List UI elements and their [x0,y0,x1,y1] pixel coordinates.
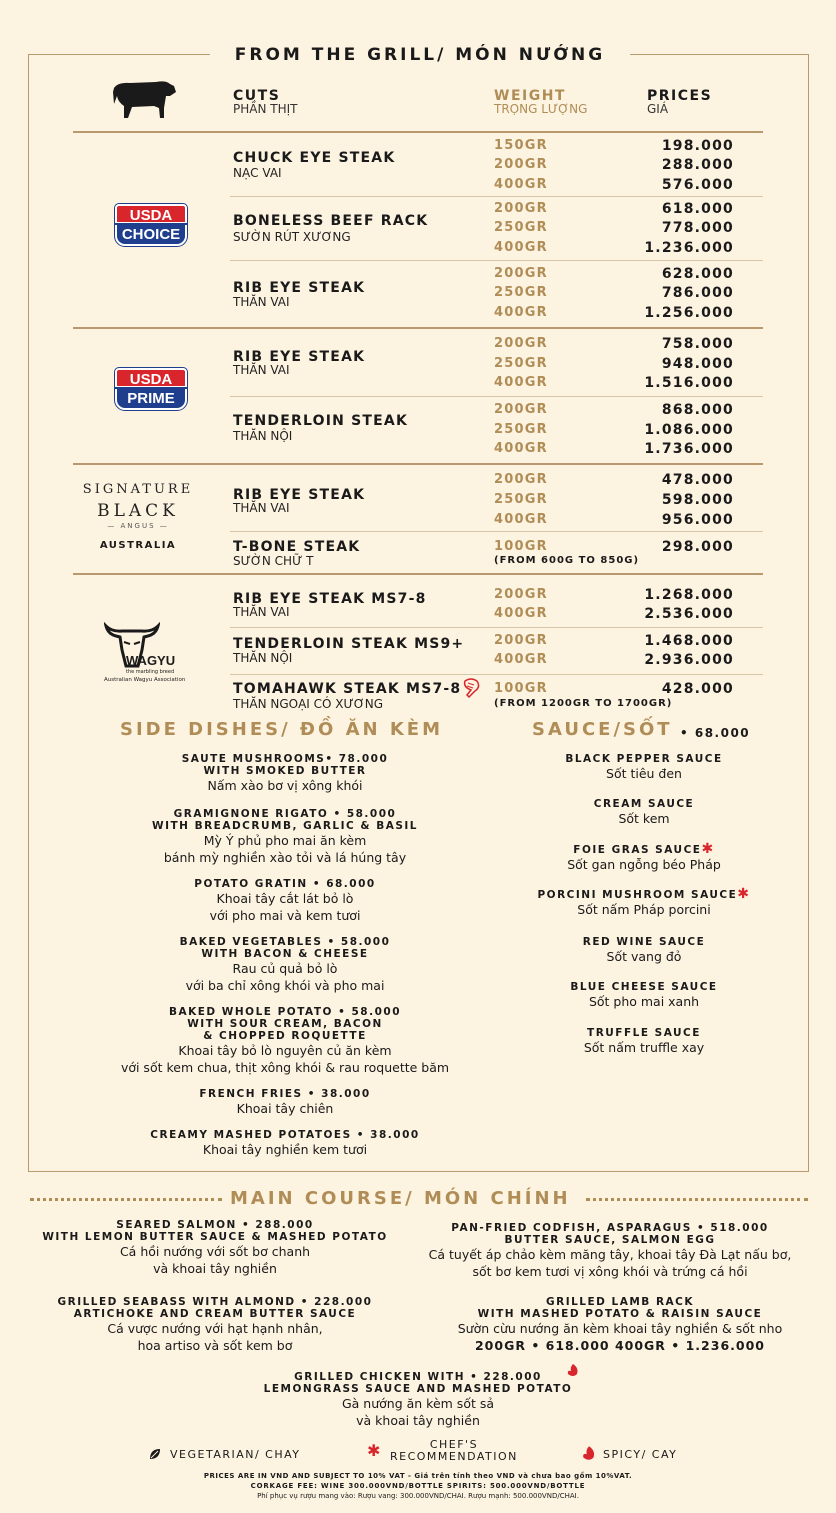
sauce-item-name: CREAM SAUCE [593,798,695,810]
price-value: 778.000 [661,220,734,236]
usda-prime-badge [115,368,187,410]
sauce-item-desc: Sốt pho mai xanh [588,994,700,1009]
weight-label-vi: TRỌNG LƯỢNG [494,102,588,116]
row-divider [230,674,763,675]
weight-value: 400GR [494,652,548,667]
sig-line-4: AUSTRALIA [99,540,177,551]
row-divider [230,196,763,197]
weight-value: 250GR [494,220,548,235]
grill-item-name: TENDERLOIN STEAK [233,413,408,429]
main-item-name-2: LEMONGRASS SAUCE AND MASHED POTATO [263,1383,573,1395]
sauce-item-name: RED WINE SAUCE [582,936,706,948]
sauce-item-desc: Sốt vang đỏ [606,949,682,964]
row-divider [230,260,763,261]
side-item-desc: Rau củ quả bỏ lò [232,961,338,976]
grill-item-name: TOMAHAWK STEAK MS7-8 [233,681,462,697]
steak-icon [461,677,481,699]
main-item-name: PAN-FRIED CODFISH, ASPARAGUS • 518.000 [451,1222,769,1234]
cuts-label: CUTS [233,88,281,104]
weight-value: 400GR [494,606,548,621]
price-value: 628.000 [661,266,734,282]
weight-value: 250GR [494,285,548,300]
side-item [60,1088,510,1117]
side-item [60,1006,510,1076]
main-item-desc-2: hoa artiso và sốt kem bơ [137,1338,293,1353]
main-item [220,1371,616,1429]
chef-star-icon: ✱ [367,1441,381,1460]
price-value: 576.000 [661,177,734,193]
grill-item-sub: THĂN VAI [233,363,290,377]
weight-value: 200GR [494,587,548,602]
weight-value: 200GR [494,201,548,216]
main-item [20,1296,410,1354]
leaf-icon [148,1447,162,1461]
chef-legend-line-2: RECOMMENDATION [390,1450,518,1463]
chef-star-icon: ✱ [701,841,715,857]
weight-value: 200GR [494,266,548,281]
side-item-name-2: WITH SOUR CREAM, BACON [187,1018,383,1030]
grill-item-name: RIB EYE STEAK MS7-8 [233,591,427,607]
side-item-desc-2: với sốt kem chua, thịt xông khói & rau roquette băm [120,1060,450,1075]
grill-title: FROM THE GRILL/ MÓN NƯỚNG [210,42,630,68]
sauce-item-name: TRUFFLE SAUCE [587,1027,701,1039]
spicy-legend: SPICY/ CAY [603,1448,678,1461]
price-value: 478.000 [661,472,734,488]
choice-label: CHOICE [115,224,187,246]
dotted-rule-left [30,1198,222,1202]
main-item-desc: Cá tuyết áp chảo kèm măng tây, khoai tây Đà Lạt nấu bơ, [428,1247,792,1262]
price-value: 948.000 [661,356,734,372]
sauce-title: SAUCE/SỐT [532,719,673,740]
side-item [60,878,510,924]
grill-item-sub: THĂN NỘI [233,651,293,665]
weight-note: (FROM 1200GR TO 1700GR) [494,698,673,709]
separator [73,463,763,465]
separator [73,573,763,575]
main-item-name-2: ARTICHOKE AND CREAM BUTTER SAUCE [73,1308,357,1320]
price-value: 868.000 [661,402,734,418]
main-item-name: SEARED SALMON • 288.000 [116,1219,314,1231]
main-item [400,1222,820,1280]
side-item-name: FRENCH FRIES • 38.000 [199,1088,371,1100]
weight-value: 200GR [494,472,548,487]
main-item-name-2: BUTTER SAUCE, SALMON EGG [504,1234,716,1246]
sauce-item [524,843,764,873]
main-item-name-2: WITH MASHED POTATO & RAISIN SAUCE [477,1308,763,1320]
weight-value: 150GR [494,138,548,153]
dotted-rule-right [586,1198,808,1202]
main-course-title: MAIN COURSE/ MÓN CHÍNH [230,1188,571,1209]
side-item [60,753,510,794]
cow-icon [108,74,178,122]
side-item-name-2: WITH SMOKED BUTTER [203,765,367,777]
side-item-desc: Nấm xào bơ vị xông khói [207,778,363,793]
spicy-icon [580,1444,598,1462]
grill-item-sub: THĂN VAI [233,501,290,515]
side-item-name: GRAMIGNONE RIGATO • 58.000 [173,808,397,820]
price-value: 428.000 [661,681,734,697]
weight-value: 400GR [494,240,548,255]
side-dishes-title: SIDE DISHES/ ĐỒ ĂN KÈM [120,719,444,740]
usda-choice-badge [115,204,187,246]
side-item-desc: Khoai tây bỏ lò nguyên củ ăn kèm [178,1043,392,1058]
price-value: 1.086.000 [644,422,734,438]
main-item-name: GRILLED SEABASS WITH ALMOND • 228.000 [57,1296,373,1308]
wagyu-assoc: Australian Wagyu Association [104,677,186,683]
sauce-item-desc: Sốt gan ngỗng béo Pháp [567,857,721,872]
sauce-item [524,753,764,782]
sauce-item-name: FOIE GRAS SAUCE [573,844,702,856]
price-value: 618.000 [661,201,734,217]
main-item [410,1296,830,1354]
sauce-item-desc: Sốt tiêu đen [606,766,682,781]
price-value: 288.000 [661,157,734,173]
wagyu-sub: the marbling breed [126,669,175,675]
main-item-name-2: WITH LEMON BUTTER SAUCE & MASHED POTATO [42,1231,388,1243]
price-value: 2.536.000 [644,606,734,622]
price-value: 1.236.000 [644,240,734,256]
price-value: 2.936.000 [644,652,734,668]
weight-note: (FROM 600G TO 850G) [494,555,640,566]
sauce-item-name: PORCINI MUSHROOM SAUCE [537,889,738,901]
cuts-header [233,88,297,116]
grill-item-sub: THĂN NGOẠI CÓ XƯƠNG [233,697,384,711]
spicy-icon [565,1362,581,1378]
side-item-desc-2: với pho mai và kem tươi [209,908,361,923]
weight-value: 100GR [494,539,548,554]
chef-recommendation-legend [390,1439,518,1463]
price-value: 956.000 [661,512,734,528]
grill-item-sub: SƯỜN CHỮ T [233,554,314,568]
weight-value: 400GR [494,512,548,527]
main-item-desc: Gà nướng ăn kèm sốt sả [341,1396,495,1411]
usda-label: USDA [115,368,187,388]
side-item-desc-2: bánh mỳ nghiền xào tỏi và lá húng tây [163,850,407,865]
main-item [20,1219,410,1277]
price-value: 758.000 [661,336,734,352]
weight-value: 400GR [494,177,548,192]
sauce-item-desc: Sốt nấm truffle xay [583,1040,705,1055]
price-value: 298.000 [661,539,734,555]
separator [73,327,763,329]
side-item [60,808,510,866]
grill-item-sub: NẠC VAI [233,166,282,180]
main-item-desc-2: và khoai tây nghiền [356,1413,480,1428]
price-value: 198.000 [661,138,734,154]
grill-item-sub: THĂN NỘI [233,429,293,443]
weight-value: 200GR [494,157,548,172]
wagyu-title: WAGYU [126,653,176,668]
weight-label: WEIGHT [494,88,566,104]
row-divider [230,531,763,532]
grill-item-sub: THĂN VAI [233,295,290,309]
row-divider [230,396,763,397]
sig-line-1: SIGNATURE [82,482,194,497]
grill-item-name: RIB EYE STEAK [233,487,366,503]
weight-value: 200GR [494,402,548,417]
grill-item-sub: THĂN VAI [233,605,290,619]
side-item-desc: Khoai tây nghiền kem tươi [202,1142,368,1157]
side-item-desc-2: với ba chỉ xông khói và pho mai [185,978,385,993]
sauce-item [524,888,764,918]
main-item-desc: Cá hồi nướng với sốt bơ chanh [119,1244,311,1259]
side-item [60,936,510,994]
row-divider [230,627,763,628]
sauce-item-name: BLACK PEPPER SAUCE [565,753,723,765]
sauce-item [524,936,764,965]
sauce-price: • 68.000 [680,726,751,740]
weight-value: 400GR [494,375,548,390]
price-value: 786.000 [661,285,734,301]
grill-item-name: CHUCK EYE STEAK [233,150,396,166]
side-item-desc: Khoai tây cắt lát bỏ lò [216,891,354,906]
weight-value: 250GR [494,356,548,371]
price-value: 1.256.000 [644,305,734,321]
main-item-price-line: 200GR • 618.000 400GR • 1.236.000 [474,1338,765,1353]
side-item-name: BAKED WHOLE POTATO • 58.000 [168,1006,402,1018]
grill-item-name: BONELESS BEEF RACK [233,213,429,229]
side-item-name-3: & CHOPPED ROQUETTE [203,1030,367,1042]
weight-value: 200GR [494,633,548,648]
grill-item-name: RIB EYE STEAK [233,349,366,365]
price-value: 1.516.000 [644,375,734,391]
usda-label: USDA [115,204,187,224]
weight-value: 250GR [494,492,548,507]
weight-value: 400GR [494,305,548,320]
main-item-name: GRILLED LAMB RACK [545,1296,694,1308]
main-item-desc: Sườn cừu nướng ăn kèm khoai tây nghiền & sốt nho [457,1321,783,1336]
sauce-item-name: BLUE CHEESE SAUCE [570,981,718,993]
weight-value: 200GR [494,336,548,351]
vegetarian-legend: VEGETARIAN/ CHAY [170,1448,301,1461]
sig-line-2: BLACK [97,501,179,521]
price-value: 1.468.000 [644,633,734,649]
weight-value: 400GR [494,441,548,456]
grill-item-sub: SƯỜN RÚT XƯƠNG [233,230,351,244]
side-item-desc: Mỳ Ý phủ pho mai ăn kèm [203,833,367,848]
prices-label-vi: GIÁ [647,102,669,116]
grill-item-name: RIB EYE STEAK [233,280,366,296]
side-item-name-2: WITH BACON & CHEESE [201,948,369,960]
grill-item-name: T-BONE STEAK [233,539,361,555]
chef-legend-line-1: CHEF'S [429,1438,479,1451]
side-item-name: SAUTE MUSHROOMS• 78.000 [181,753,389,765]
sauce-item-desc: Sốt kem [618,811,670,826]
sauce-item [524,798,764,827]
side-item-name: CREAMY MASHED POTATOES • 38.000 [150,1129,420,1141]
weight-value: 250GR [494,422,548,437]
prices-label: PRICES [647,88,713,104]
footer-corkage: CORKAGE FEE: WINE 300.000VND/BOTTLE SPIRITS: 500.000VND/BOTTLE [250,1482,586,1490]
main-item-desc-2: và khoai tây nghiền [153,1261,277,1276]
footer-corkage-vi: Phí phục vụ rượu mang vào: Rượu vang: 300.000VND/CHAI. Rượu mạnh: 500.000VND/CHAI. [257,1492,579,1500]
price-value: 598.000 [661,492,734,508]
sauce-item-desc: Sốt nấm Pháp porcini [577,902,711,917]
footer-vat: PRICES ARE IN VND AND SUBJECT TO 10% VAT - Giá trên tính theo VND và chưa bao gồm 10%VAT. [203,1472,633,1480]
signature-black-logo [76,482,200,551]
side-item-name-2: WITH BREADCRUMB, GARLIC & BASIL [151,820,418,832]
side-item-desc: Khoai tây chiên [236,1101,334,1116]
weight-value: 100GR [494,681,548,696]
side-item-name: BAKED VEGETABLES • 58.000 [179,936,391,948]
cuts-label-vi: PHẦN THỊT [233,102,298,116]
weight-header [494,88,587,116]
chef-star-icon: ✱ [737,886,751,902]
prices-header [647,88,712,116]
main-item-desc-2: sốt bơ kem tươi vị xông khói và trứng cá hồi [472,1264,748,1279]
sig-line-3: — ANGUS — [107,522,169,530]
side-item [60,1129,510,1158]
main-item-desc: Cá vược nướng với hạt hạnh nhân, [107,1321,323,1336]
prime-label: PRIME [115,388,187,410]
sauce-item [524,981,764,1010]
grill-item-name: TENDERLOIN STEAK MS9+ [233,636,465,652]
main-item-name: GRILLED CHICKEN WITH • 228.000 [294,1371,542,1383]
sauce-item [524,1027,764,1056]
separator [73,131,763,133]
side-item-name: POTATO GRATIN • 68.000 [194,878,376,890]
price-value: 1.268.000 [644,587,734,603]
price-value: 1.736.000 [644,441,734,457]
